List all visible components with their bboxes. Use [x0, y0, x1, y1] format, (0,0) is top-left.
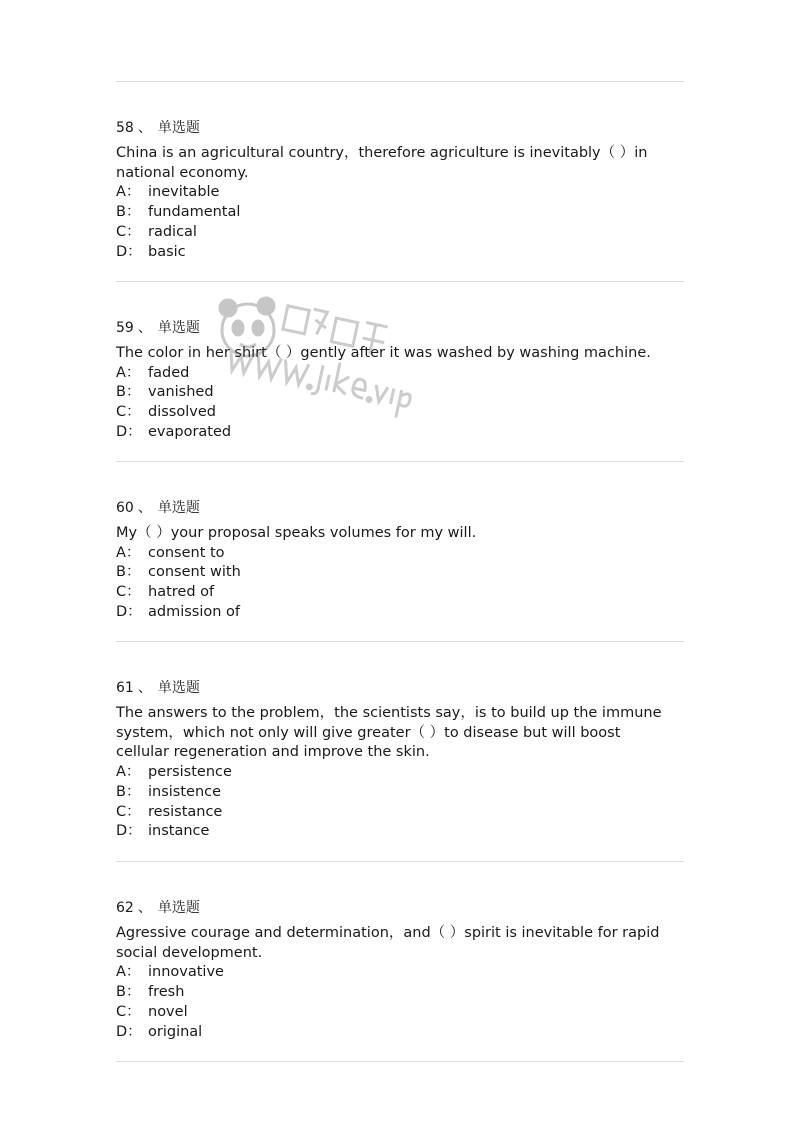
option-letter: A： [116, 964, 141, 981]
watermark-url-glyphs [224, 340, 414, 420]
option-letter: B： [116, 783, 141, 800]
option-text: hatred of [148, 584, 215, 601]
question-stem: Agressive courage and determination，and（ ）spirit is inevitable for rapid social development. [116, 925, 660, 961]
question-60 [116, 498, 676, 623]
question-61 [116, 678, 676, 842]
option-text: inevitable [148, 184, 220, 201]
watermark-logo [214, 290, 414, 420]
option-text: original [148, 1023, 203, 1040]
option-text: radical [148, 223, 197, 240]
option-b [116, 783, 676, 803]
question-number: 61 [116, 680, 134, 696]
option-c [116, 803, 676, 823]
option-letter: B： [116, 564, 141, 581]
option-text: faded [148, 364, 190, 381]
option-text: fundamental [148, 204, 241, 221]
option-text: dissolved [148, 404, 216, 421]
option-letter: A： [116, 764, 141, 781]
option-letter: A： [116, 184, 141, 201]
option-text: fresh [148, 984, 185, 1001]
question-type: 单选题 [157, 120, 200, 136]
option-d [116, 423, 676, 443]
option-b [116, 203, 676, 223]
question-type: 单选题 [157, 500, 200, 516]
option-c [116, 1003, 676, 1023]
option-letter: D： [116, 423, 142, 440]
option-c [116, 223, 676, 243]
option-text: consent with [148, 564, 241, 581]
question-stem: The answers to the problem，the scientists say，is to build up the immune system，which not only will give greater（ ）to disease but will boost cellular regeneration and improve the skin. [116, 705, 662, 761]
option-c [116, 583, 676, 603]
option-text: evaporated [148, 423, 232, 440]
question-header [116, 678, 676, 698]
option-text: persistence [148, 764, 232, 781]
question-header [116, 498, 676, 518]
option-a [116, 183, 676, 203]
option-letter: B： [116, 204, 141, 221]
option-a [116, 544, 676, 564]
question-separator: 、 [137, 900, 152, 916]
option-letter: A： [116, 544, 141, 561]
option-text: consent to [148, 544, 225, 561]
question-stem: My（ ）your proposal speaks volumes for my will. [116, 525, 477, 541]
option-letter: B： [116, 984, 141, 1001]
option-letter: C： [116, 223, 141, 240]
question-separator: 、 [137, 320, 152, 336]
option-letter: A： [116, 364, 141, 381]
option-text: innovative [148, 964, 224, 981]
option-d [116, 1023, 676, 1043]
option-letter: D： [116, 823, 142, 840]
option-text: instance [148, 823, 210, 840]
option-d [116, 243, 676, 263]
option-text: admission of [148, 603, 241, 620]
divider [116, 861, 684, 862]
option-letter: C： [116, 584, 141, 601]
option-letter: B： [116, 384, 141, 401]
question-number: 62 [116, 900, 134, 916]
option-text: basic [148, 243, 186, 260]
divider [116, 281, 684, 282]
option-b [116, 983, 676, 1003]
option-d [116, 603, 676, 623]
question-number: 60 [116, 500, 134, 516]
option-a [116, 963, 676, 983]
divider [116, 1061, 684, 1062]
question-type: 单选题 [157, 900, 200, 916]
option-letter: D： [116, 243, 142, 260]
question-stem: China is an agricultural country，therefore agriculture is inevitably（ ）in national economy. [116, 145, 648, 181]
panda-icon [220, 298, 274, 356]
option-letter: D： [116, 1023, 142, 1040]
divider [116, 461, 684, 462]
option-text: vanished [148, 384, 214, 401]
question-header [116, 118, 676, 138]
watermark-brand-glyphs [282, 304, 388, 357]
question-62 [116, 898, 676, 1042]
question-58 [116, 118, 676, 262]
option-text: resistance [148, 803, 223, 820]
question-type: 单选题 [157, 320, 200, 336]
question-stem: The color in her shirt（ ）gently after it was washed by washing machine. [116, 345, 651, 361]
option-d [116, 822, 676, 842]
question-separator: 、 [137, 680, 152, 696]
option-text: novel [148, 1003, 188, 1020]
option-b [116, 563, 676, 583]
option-letter: C： [116, 1003, 141, 1020]
option-letter: D： [116, 603, 142, 620]
option-text: insistence [148, 783, 222, 800]
divider [116, 81, 684, 82]
option-letter: C： [116, 404, 141, 421]
option-letter: C： [116, 803, 141, 820]
option-a [116, 763, 676, 783]
question-number: 59 [116, 320, 134, 336]
question-separator: 、 [137, 120, 152, 136]
question-separator: 、 [137, 500, 152, 516]
divider [116, 641, 684, 642]
question-header [116, 898, 676, 918]
question-number: 58 [116, 120, 134, 136]
question-type: 单选题 [157, 680, 200, 696]
